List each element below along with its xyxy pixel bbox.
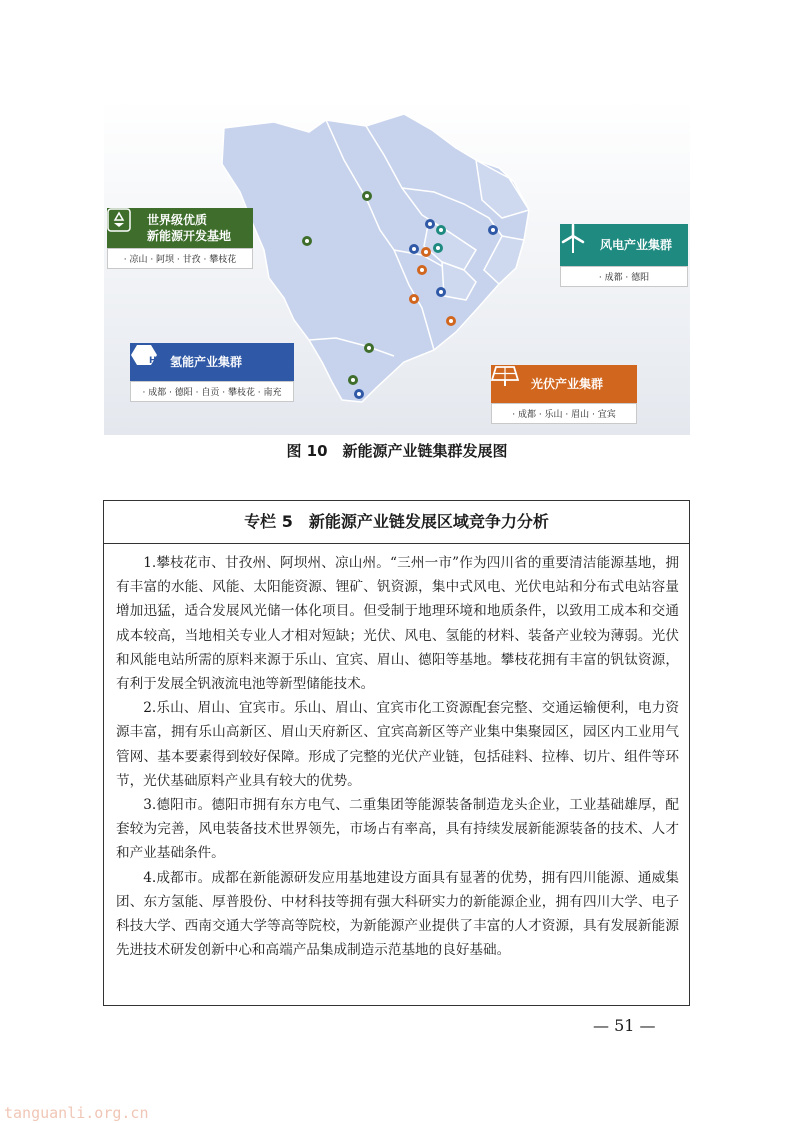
legend-solar-cluster xyxy=(491,365,637,424)
map-marker-orange xyxy=(446,316,456,326)
map-marker-teal xyxy=(436,225,446,235)
legend-world-class-base xyxy=(107,208,253,269)
paragraph: 3.德阳市。德阳市拥有东方电气、二重集团等能源装备制造龙头企业，工业基础雄厚，配套较为完善，风电装备技术世界领先，市场占有率高，具有持续发展新能源装备的技术、人才和产业基础条件。 xyxy=(116,797,679,862)
map-marker-green xyxy=(364,343,374,353)
paragraph: 1.攀枝花市、甘孜州、阿坝州、凉山州。“三州一市”作为四川省的重要清洁能源基地，拥有丰富的水能、风能、太阳能资源、锂矿、钒资源，集中式风电、光伏电站和分布式电站容量增加迅猛，适合发展风光储一体化项目。但受制于地理环境和地质条件，以致用工成本和交通成本较高，当地相关专业人才相对短缺；光伏、风电、氢能的材料、装备产业较为薄弱。光伏和风能电站所需的原料来源于乐山、宜宾、眉山、德阳等基地。攀枝花拥有丰富的钒钛资源，有利于发展全钒液流电池等新型储能技术。 xyxy=(116,555,679,693)
page-number: — 51 — xyxy=(593,1016,656,1035)
watermark: tanguanli.org.cn xyxy=(4,1104,149,1122)
map-marker-blue xyxy=(425,219,435,229)
legend-title-line1: 世界级优质 xyxy=(147,213,208,227)
figure-caption: 图 10 新能源产业链集群发展图 xyxy=(286,442,508,460)
column-box xyxy=(103,500,690,1006)
map-marker-blue xyxy=(354,389,364,399)
hydrogen-icon-label: H₂ xyxy=(149,356,161,366)
solar-panel-icon xyxy=(491,365,531,403)
legend-hydrogen-cluster xyxy=(130,343,294,402)
legend-cities: · 凉山 · 阿坝 · 甘孜 · 攀枝花 xyxy=(107,248,253,269)
legend-wind-cluster xyxy=(560,224,688,287)
legend-cities: · 成都 · 德阳 xyxy=(560,266,688,287)
column-box-body xyxy=(104,544,689,962)
legend-title: 光伏产业集群 xyxy=(531,377,604,391)
legend-title: 氢能产业集群 xyxy=(170,355,243,369)
legend-cities: · 成都 · 乐山 · 眉山 · 宜宾 xyxy=(491,403,637,424)
map-marker-orange xyxy=(417,265,427,275)
wind-turbine-icon xyxy=(560,224,600,266)
map-marker-orange xyxy=(409,294,419,304)
map-marker-blue xyxy=(488,225,498,235)
legend-cities: · 成都 · 德阳 · 自贡 · 攀枝花 · 南充 xyxy=(130,381,294,402)
sichuan-map-figure xyxy=(104,100,690,435)
map-marker-blue xyxy=(436,287,446,297)
column-box-title: 专栏 5 新能源产业链发展区域竞争力分析 xyxy=(104,501,689,544)
map-marker-green xyxy=(302,236,312,246)
map-marker-green xyxy=(348,375,358,385)
paragraph: 2.乐山、眉山、宜宾市。乐山、眉山、宜宾市化工资源配套完整、交通运输便利，电力资源丰富，拥有乐山高新区、眉山天府新区、宜宾高新区等产业集中集聚园区，园区内工业用气管网、基本要素得到较好保障。形成了完整的光伏产业链，包括硅料、拉棒、切片、组件等环节，光伏基础原料产业具有较大的优势。 xyxy=(116,700,679,789)
legend-title: 风电产业集群 xyxy=(600,238,673,252)
map-marker-orange xyxy=(421,247,431,257)
recycle-icon xyxy=(107,208,147,248)
paragraph: 4.成都市。成都在新能源研发应用基地建设方面具有显著的优势，拥有四川能源、通威集团、东方氢能、厚普股份、中材科技等拥有强大科研实力的新能源企业，拥有四川大学、电子科技大学、西南交通大学等高等院校，为新能源产业提供了丰富的人才资源，具有发展新能源先进技术研发创新中心和高端产品集成制造示范基地的良好基础。 xyxy=(116,869,679,959)
legend-title-line2: 新能源开发基地 xyxy=(147,229,232,243)
map-marker-teal xyxy=(433,243,443,253)
map-marker-green xyxy=(362,191,372,201)
map-marker-blue xyxy=(409,244,419,254)
